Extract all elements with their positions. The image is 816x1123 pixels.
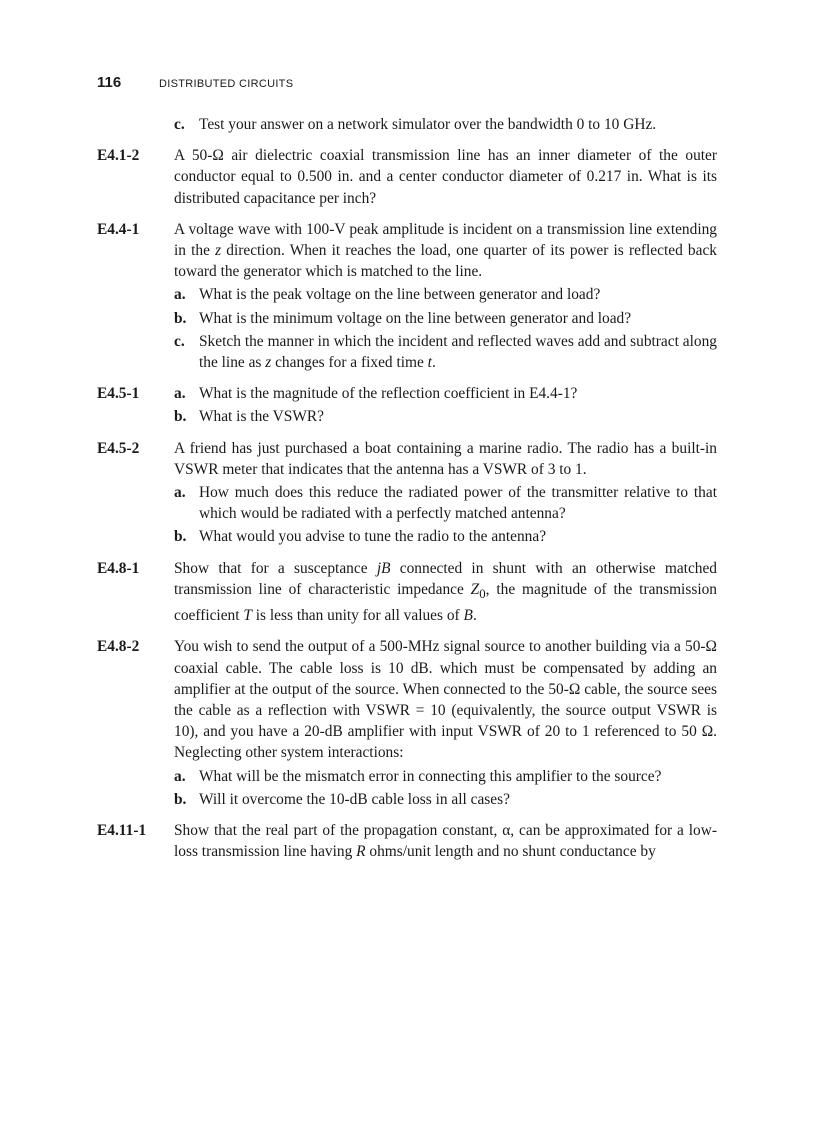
problem-label: E4.5-1 [97,385,140,403]
part-letter: b. [174,408,187,426]
part-letter: c. [174,332,185,350]
problem-stem: Show that the real part of the propagation constant, α, can be approximated for a low-loss transmission line having R ohms/unit length and no shunt conductance by [174,821,717,861]
variable-r: R [356,843,366,861]
part-letter: b. [174,309,187,327]
part-text: Sketch the manner in which the incident and reflected waves add and subtract along the line as z changes for a fixed time t. [199,332,717,372]
part-text: What is the magnitude of the reflection coefficient in E4.4-1? [199,385,578,403]
part-letter: b. [174,790,187,808]
page-header [97,74,293,94]
problem-stem: A 50-Ω air dielectric coaxial transmission line has an inner diameter of the outer conductor equal to 0.500 in. and a center conductor diameter of 0.217 in. What is its distributed capacitance per inch? [174,147,717,207]
part-letter: c. [174,116,185,133]
part-b [174,526,717,547]
problem-e4-4-1 [97,219,717,373]
problem-e4-1-2 [97,145,717,209]
part-a [174,284,717,305]
part-c [174,331,717,373]
part-b [174,789,717,810]
problem-stem: Show that for a susceptance jB connected in shunt with an otherwise matched transmission line of characteristic impedance $Z_0$, the magnitude of the transmission coefficient T is less than unity for all values of B. [174,559,717,625]
variable-b: B [463,607,473,625]
problem-e4-5-1 [97,383,717,427]
problem-label: E4.8-1 [97,559,140,577]
part-a [174,482,717,524]
part-text: Test your answer on a network simulator over the bandwidth 0 to 10 GHz. [199,116,657,133]
problem-label: E4.5-2 [97,439,140,457]
part-text: How much does this reduce the radiated power of the transmitter relative to that which would be radiated with a perfectly matched antenna? [199,484,717,523]
variable-t: t [427,354,432,372]
part-text: What is the minimum voltage on the line between generator and load? [199,309,632,327]
variable-jb: jB [376,559,391,577]
part-text: What will be the mismatch error in connecting this amplifier to the source? [199,767,662,785]
page-content [97,114,717,872]
part-letter: b. [174,528,187,546]
part-a [174,766,717,787]
part-text: Will it overcome the 10-dB cable loss in all cases? [199,790,510,808]
running-head: DISTRIBUTED CIRCUITS [159,78,294,90]
part-b [174,308,717,329]
page-number: 116 [97,74,122,91]
part-b [174,406,717,427]
part-letter: a. [174,385,186,403]
variable-z0: Z [470,580,480,598]
problem-label: E4.8-2 [97,638,140,656]
continued-problem [97,114,717,135]
problem-label: E4.1-2 [97,147,140,165]
problem-e4-11-1 [97,820,717,862]
variable-t: T [243,607,252,625]
problem-stem: You wish to send the output of a 500-MHz signal source to another building via a 50-Ω coaxial cable. The cable loss is 10 dB. which must be compensated by adding an amplifier at the output of the source. When connected to the 50-Ω cable, the source sees the cable as a reflection with VSWR = 10 (equivalently, the source output VSWR is 10), and you have a 20-dB amplifier with input VSWR of 20 to 1 referenced to 50 Ω. Neglecting other system interactions: [174,638,717,762]
part-text: What would you advise to tune the radio to the antenna? [199,528,547,546]
variable-z: z [215,242,222,260]
problem-e4-5-2 [97,438,717,548]
part-text: What is the VSWR? [199,408,324,426]
continued-part-c [174,114,717,135]
problem-stem: A friend has just purchased a boat containing a marine radio. The radio has a built-in VSWR meter that indicates that the antenna has a VSWR of 3 to 1. [174,439,717,478]
problem-e4-8-2 [97,636,717,810]
subscript-zero: 0 [479,586,486,601]
variable-z: z [265,354,272,372]
part-letter: a. [174,767,186,785]
part-a [174,383,717,404]
part-letter: a. [174,286,186,304]
problem-e4-8-1 [97,558,717,627]
problem-label: E4.11-1 [97,821,147,839]
problem-stem: A voltage wave with 100-V peak amplitude is incident on a transmission line extending in the z direction. When it reaches the load, one quarter of its power is reflected back toward the generator which is matched to the line. [174,220,717,281]
problem-label: E4.4-1 [97,220,140,238]
part-text: What is the peak voltage on the line between generator and load? [199,286,601,304]
part-letter: a. [174,484,186,502]
